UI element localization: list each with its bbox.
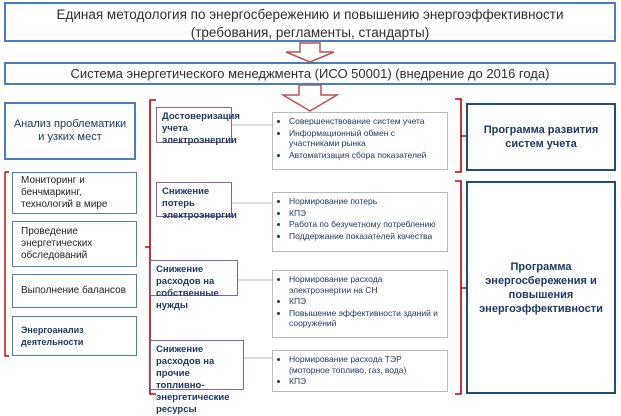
- detail-box-losses: [272, 192, 448, 252]
- methodology-title: Единая методология по энергосбережению и повышению энергоэффективности: [56, 7, 564, 22]
- analysis-item-label: Выполнение балансов: [21, 285, 126, 296]
- detail-item: • Совершенствование систем учета: [289, 116, 443, 127]
- analysis-item-audits: [12, 221, 137, 267]
- program-energy-saving: [466, 181, 616, 394]
- detail-list: [279, 116, 443, 160]
- analysis-item-energy-analysis: [12, 316, 137, 356]
- management-system-banner: [4, 62, 616, 85]
- program-title: Программа энергосбережения и повышения энергоэффективности: [479, 260, 603, 315]
- management-system-title: Система энергетического менеджмента (ИСО 50001) (внедрение до 2016 года): [70, 66, 550, 81]
- category-loss-reduction: [156, 182, 237, 221]
- down-arrow-mid: [283, 85, 337, 111]
- right-bracket-2: [455, 181, 466, 394]
- detail-item: • Информационный обмен с участниками рынка: [289, 128, 443, 149]
- down-arrow-top: [286, 43, 334, 62]
- detail-item: • КПЭ: [289, 208, 443, 219]
- detail-list: [279, 354, 443, 387]
- detail-item: • Нормирование расхода электроэнергии на СН: [289, 274, 443, 295]
- program-title: Программа развития систем учета: [483, 124, 599, 150]
- analysis-item-monitoring: [12, 172, 137, 214]
- analysis-item-label: Проведение энергетических обследований: [21, 226, 93, 261]
- detail-box-own-needs: [272, 270, 448, 338]
- detail-item: • КПЭ: [289, 296, 443, 307]
- analysis-item-balances: [12, 274, 137, 308]
- detail-item: • Нормирование потерь: [289, 196, 443, 207]
- category-metering-reliability: [156, 107, 240, 146]
- analysis-bracket: [5, 172, 9, 356]
- category-own-needs: [150, 260, 238, 311]
- right-bracket-1: [455, 99, 466, 172]
- connector-lines: [232, 125, 272, 358]
- category-title: Снижение расходов на прочие топливно-энергетические ресурсы: [156, 344, 230, 415]
- analysis-title: Анализ проблематики и узких мест: [13, 118, 127, 143]
- detail-item: • Нормирование расхода ТЭР (моторное топливо, газ, вода): [289, 354, 443, 375]
- category-title: Достоверизация учета электроэнергии: [162, 111, 240, 146]
- detail-list: [279, 196, 443, 241]
- detail-item: • Автоматизация сбора показателей: [289, 150, 443, 161]
- analysis-item-label: Мониторинг и бенчмаркинг, технологий в мире: [21, 175, 108, 210]
- detail-item: • Поддержание показателей качества: [289, 231, 443, 242]
- category-title: Снижение расходов на собственные нужды: [156, 264, 219, 311]
- detail-item: • Повышение эффективности зданий и сооружений: [289, 308, 443, 329]
- methodology-subtitle: (требования, регламенты, стандарты): [190, 25, 430, 40]
- detail-item: • КПЭ: [289, 376, 443, 387]
- methodology-banner: [4, 2, 616, 42]
- detail-box-metering: [272, 112, 448, 170]
- detail-item: • Работа по безучетному потреблению: [289, 219, 443, 230]
- category-title: Снижение потерь электроэнергии: [162, 186, 237, 221]
- program-metering-development: [466, 103, 616, 171]
- detail-box-other-fuel: [272, 350, 448, 392]
- analysis-header: [4, 102, 136, 160]
- detail-list: [279, 274, 443, 329]
- analysis-item-label: Энергоанализ деятельности: [21, 325, 84, 347]
- category-other-fuel: [150, 340, 244, 415]
